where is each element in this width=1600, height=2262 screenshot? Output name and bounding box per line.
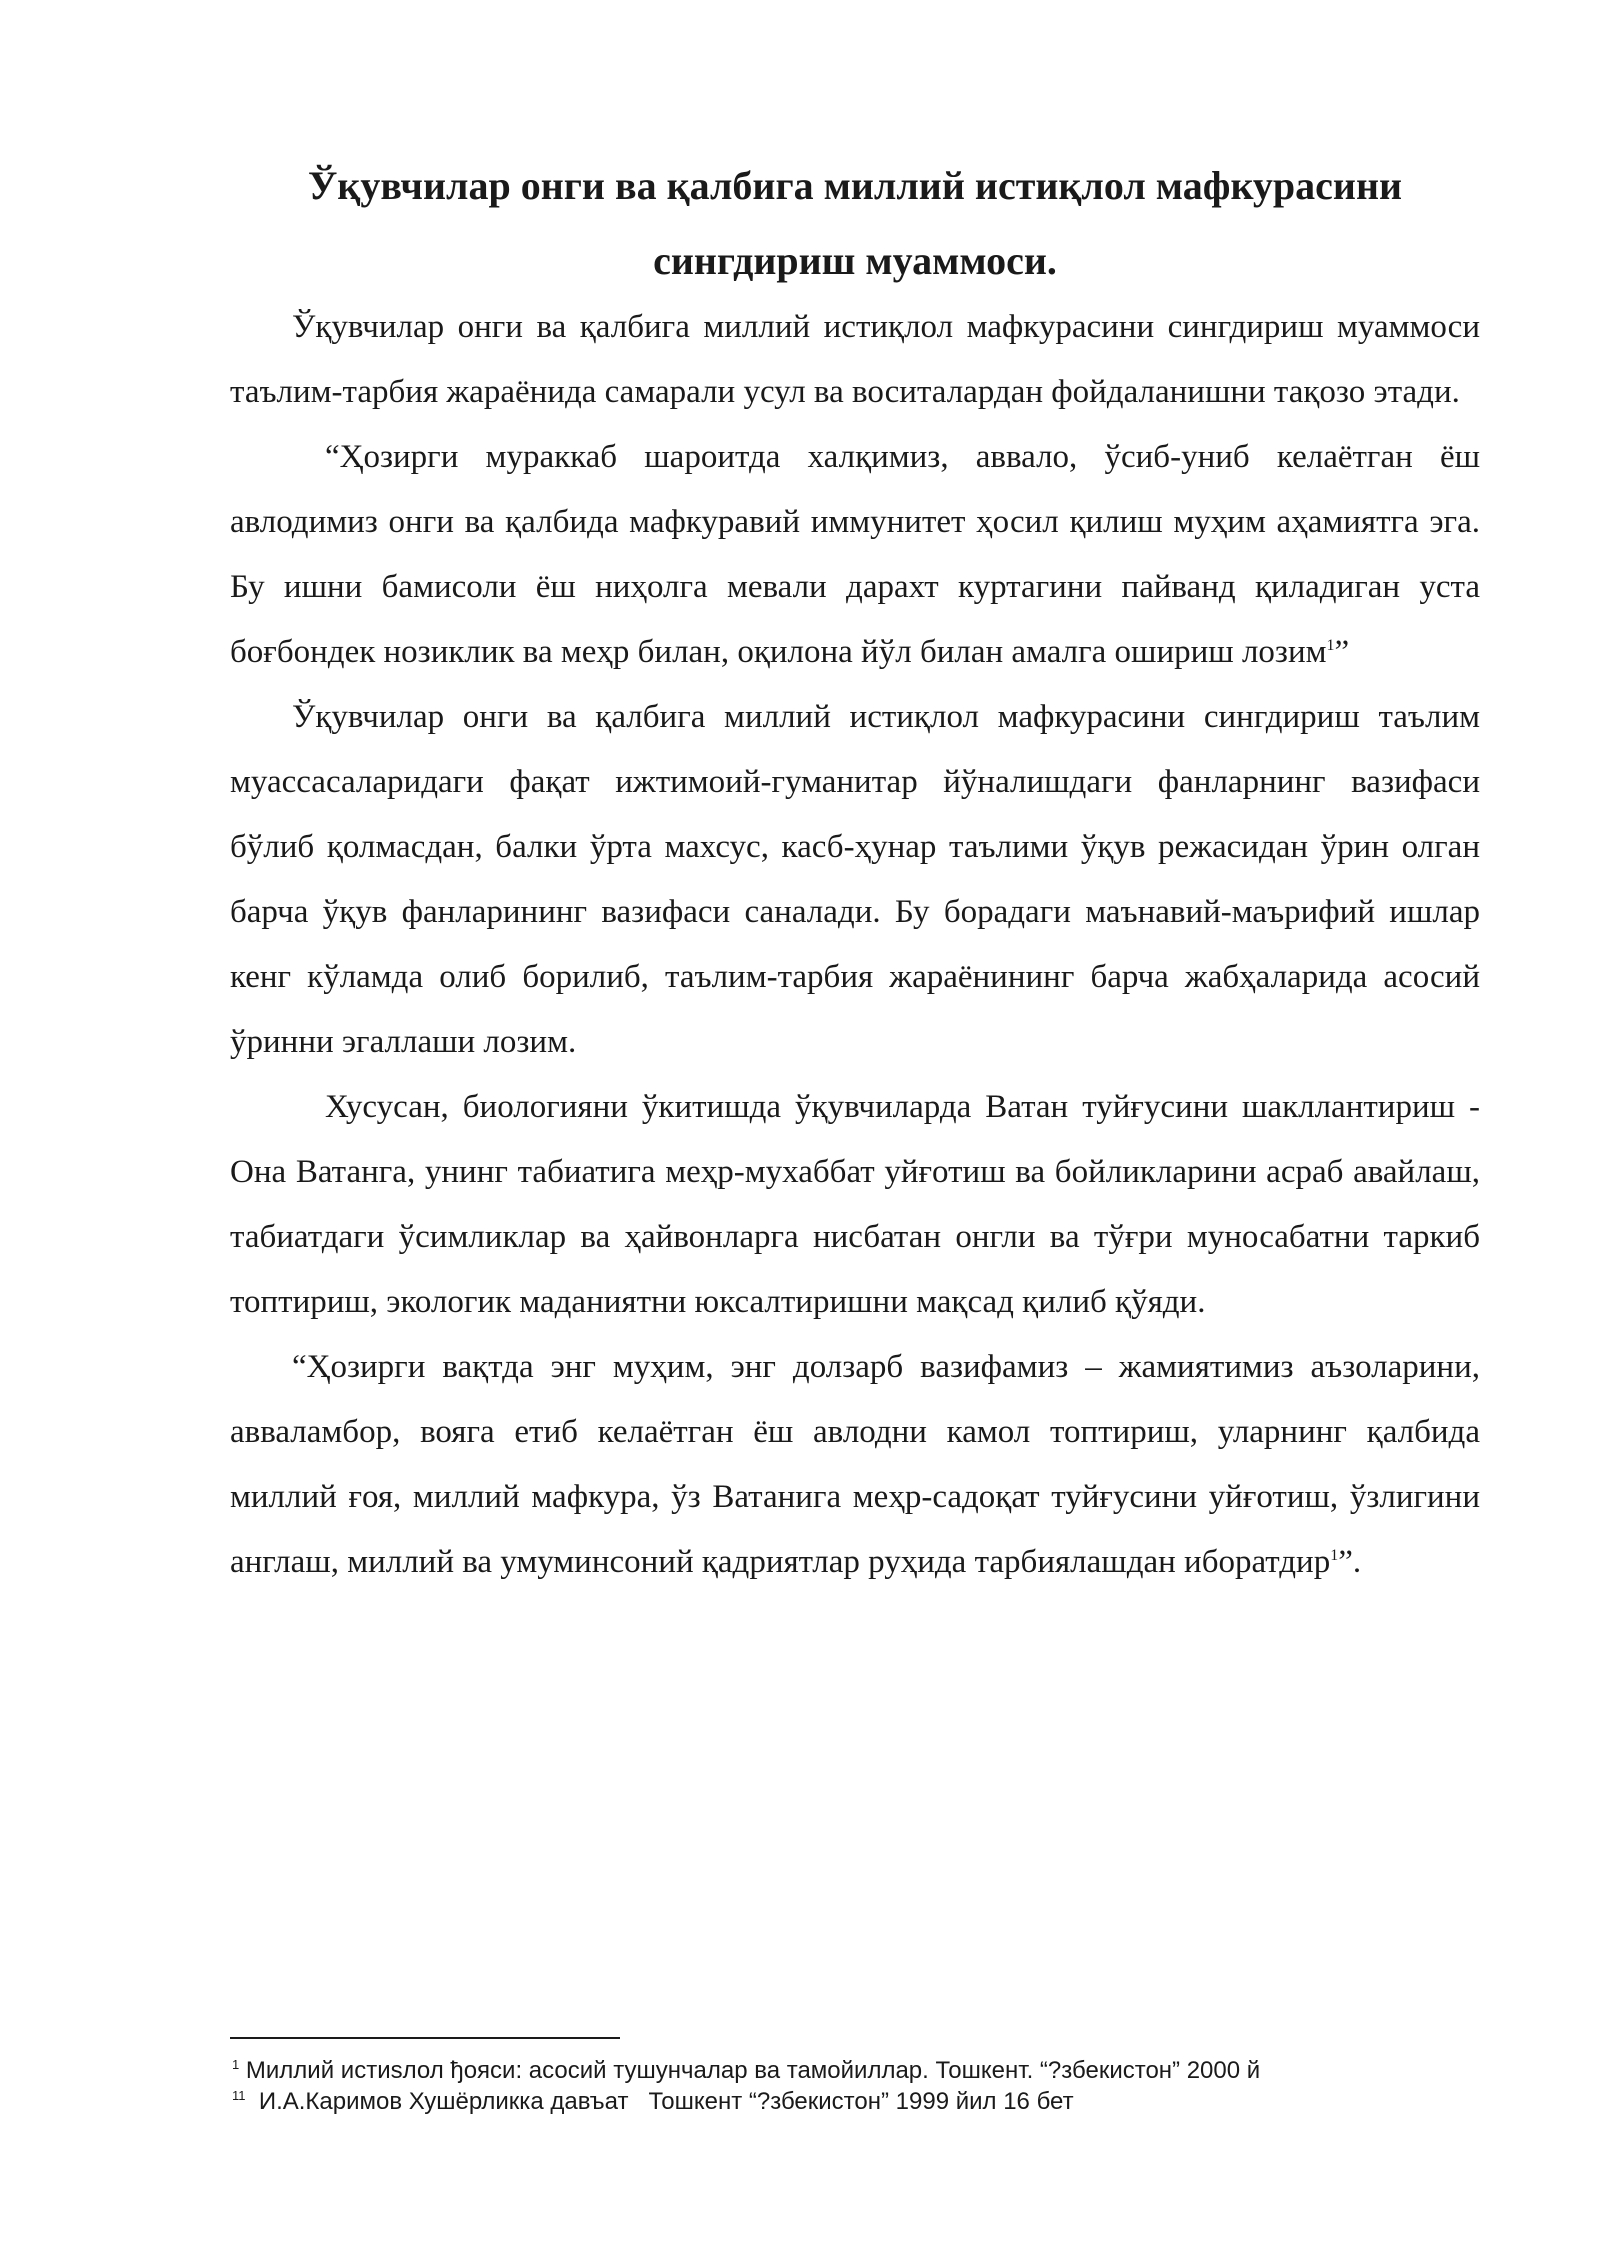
paragraph-3-text: Ўқувчилар онги ва қалбига миллий истиқлол мафкурасини сингдириш таълим муассасаларидаги фақат ижтимоий-гуманитар йўналишдаги фанларнинг вазифаси бўлиб қолмасдан, балки ўрта махсус, касб-ҳунар таълими ўқув режасидан ўрин олган барча ўқув фанларининг вазифаси саналади. Бу борадаги маънавий-маърифий ишлар кенг кўламда олиб борилиб, таълим-тарбия жараёнининг барча жабҳаларида асосий ўринни эгаллаши лозим. — [230, 699, 1480, 1060]
footnote-reference: 1 — [1326, 637, 1335, 654]
title-line-2: сингдириш муаммоси. — [653, 238, 1057, 283]
closing-quote: ”. — [1338, 1544, 1362, 1580]
closing-quote: ” — [1334, 634, 1350, 670]
footnote-separator — [230, 2037, 620, 2039]
footnotes — [232, 2055, 1482, 2117]
paragraph-2-text: “Ҳозирги мураккаб шароитда халқимиз, аввало, ўсиб-униб келаётган ёш авлодимиз онги ва қалбида мафкуравий иммунитет ҳосил қилиш муҳим аҳамиятга эга. Бу ишни бамисоли ёш ниҳолга мевали дарахт куртагини пайванд қиладиган уста боғбондек нозиклик ва меҳр билан, оқилона йўл билан амалга ошириш лозим — [230, 439, 1480, 670]
paragraph-1-text: Ўқувчилар онги ва қалбига миллий истиқлол мафкурасини сингдириш муаммоси таълим-тарбия жараёнида самарали усул ва воситалардан фойдаланишни тақозо этади. — [230, 309, 1480, 410]
footnote-1 — [232, 2055, 1482, 2086]
document-title — [230, 148, 1480, 298]
title-line-1: Ўқувчилар онги ва қалбига миллий истиқлол мафкурасини — [307, 163, 1403, 208]
paragraph-1 — [230, 295, 1480, 425]
footnote-1-text: Миллий истиsлол ђояси: асосий тушунчалар ва тамойиллар. Тошкент. “?збекистон” 2000 й — [239, 2057, 1261, 2084]
paragraph-5-text: “Ҳозирги вақтда энг муҳим, энг долзарб вазифамиз – жамиятимиз аъзоларини, авваламбор, вояга етиб келаётган ёш авлодни камол топтириш, уларнинг қалбида миллий ғоя, миллий мафкура, ўз Ватанига меҳр-садоқат туйғусини уйғотиш, ўзлигини англаш, миллий ва умуминсоний қадриятлар руҳида тарбиялашдан иборатдир — [230, 1349, 1480, 1580]
footnote-2 — [232, 2086, 1482, 2117]
paragraph-2-quote — [230, 425, 1480, 685]
document-body — [230, 295, 1480, 1595]
footnote-reference: 1 — [1330, 1547, 1339, 1564]
paragraph-5-quote — [230, 1335, 1480, 1595]
paragraph-4-text: Хусусан, биологияни ўкитишда ўқувчиларда Ватан туйғусини шакллантириш - Она Ватанга, унинг табиатига меҳр-мухаббат уйғотиш ва бойликларини асраб авайлаш, табиатдаги ўсимликлар ва ҳайвонларга нисбатан онгли ва тўғри муносабатни таркиб топтириш, экологик маданиятни юксалтиришни мақсад қилиб қўяди. — [230, 1089, 1480, 1320]
paragraph-3 — [230, 685, 1480, 1075]
footnote-2-mark: 11 — [232, 2088, 246, 2103]
footnote-1-mark: 1 — [232, 2057, 240, 2072]
footnote-2-text: И.А.Каримов Хушёрликка давъат Тошкент “?збекистон” 1999 йил 16 бет — [245, 2088, 1074, 2115]
paragraph-4 — [230, 1075, 1480, 1335]
